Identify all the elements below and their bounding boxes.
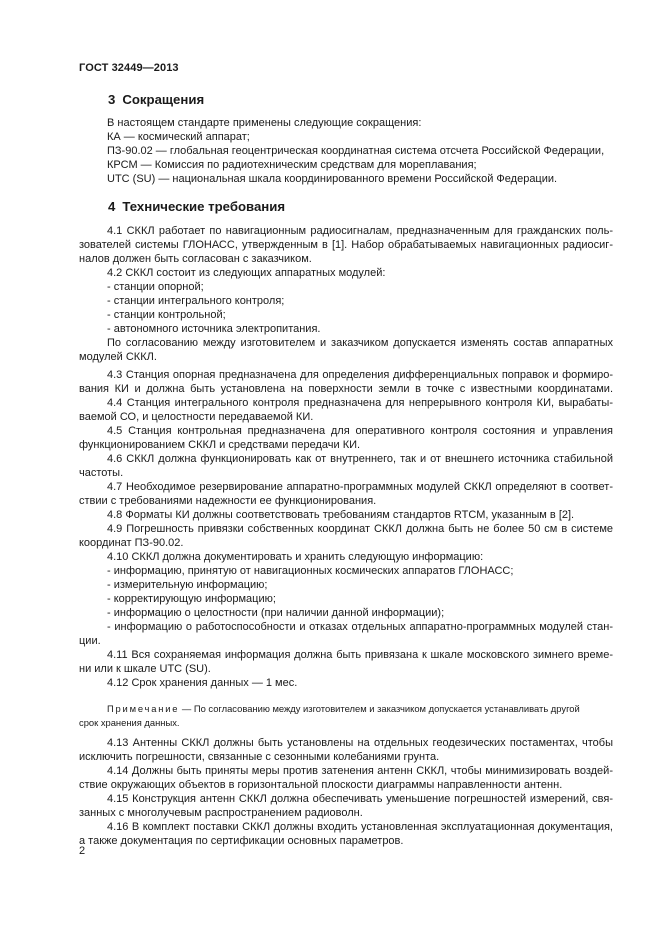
abbreviation-item: КА — космический аппарат;	[107, 131, 250, 143]
abbreviation-item: ПЗ-90.02 — глобальная геоцентрическая координатная система отсчета Российской Федерации,	[107, 145, 605, 157]
paragraph-line: 4.9 Погрешность привязки собственных координат СККЛ должна быть не более 50 см в системе	[107, 523, 613, 535]
note-text: — По согласованию между изготовителем и заказчиком допускается устанавливать другой	[179, 703, 580, 714]
paragraph-line: 4.3 Станция опорная предназначена для определения дифференциальных поправок и формиро-	[107, 369, 613, 381]
section-number: 4	[108, 199, 116, 214]
note-line	[107, 702, 641, 715]
section-3-heading	[108, 92, 204, 107]
paragraph-line: частоты.	[79, 467, 124, 479]
paragraph-line: По согласованию между изготовителем и заказчиком допускается изменять состав аппаратных	[107, 337, 613, 349]
paragraph-line: ствии с требованиями надежности ее функционирования.	[79, 495, 377, 507]
paragraph-line: вания КИ и должна быть установлена на поверхности земли в точке с известными координатами.	[79, 383, 613, 395]
paragraph-line: 4.11 Вся сохраняемая информация должна быть привязана к шкале московского зимнего време-	[107, 649, 613, 661]
abbreviation-item: UTC (SU) — национальная шкала координированного времени Российской Федерации.	[107, 173, 558, 185]
list-item: - автономного источника электропитания.	[107, 323, 321, 335]
paragraph-line: модулей СККЛ.	[79, 351, 157, 363]
paragraph-line: 4.5 Станция контрольная предназначена для оперативного контроля состояния и управления	[107, 425, 613, 437]
paragraph-line: 4.2 СККЛ состоит из следующих аппаратных модулей:	[107, 267, 386, 279]
list-item: - станции контрольной;	[107, 309, 226, 321]
document-header: ГОСТ 32449—2013	[79, 62, 179, 74]
paragraph-line: 4.6 СККЛ должна функционировать как от внутреннего, так и от внешнего источника стабильной	[107, 453, 613, 465]
paragraph-line: занных с многолучевым распространением радиоволн.	[79, 807, 363, 819]
paragraph-line: ции.	[79, 635, 101, 647]
list-item: - станции опорной;	[107, 281, 204, 293]
paragraph-line: 4.16 В комплект поставки СККЛ должны входить установленная эксплуатационная документация,	[107, 821, 613, 833]
paragraph-line: а также документация по сертификации основных параметров.	[79, 835, 404, 847]
list-item: - измерительную информацию;	[107, 579, 268, 591]
abbreviation-item: КРСМ — Комиссия по радиотехническим средствам для мореплавания;	[107, 159, 477, 171]
paragraph-line: исключить погрешности, связанные с сезонными колебаниями грунта.	[79, 751, 440, 763]
paragraph-line: 4.8 Форматы КИ должны соответствовать требованиям стандартов RTCM, указанным в [2].	[107, 509, 575, 521]
paragraph-line: координат ПЗ-90.02.	[79, 537, 184, 549]
note-line: срок хранения данных.	[79, 717, 180, 728]
paragraph-line: 4.4 Станция интегрального контроля предназначена для непрерывного контроля КИ, вырабаты-	[107, 397, 613, 409]
list-item: - информацию о работоспособности и отказах отдельных аппаратно-программных модулей стан-	[107, 621, 613, 633]
paragraph-line: 4.14 Должны быть приняты меры против затенения антенн СККЛ, чтобы минимизировать воздей-	[107, 765, 613, 777]
paragraph-line: 4.15 Конструкция антенн СККЛ должна обеспечивать уменьшение погрешностей измерений, свя-	[107, 793, 613, 805]
paragraph-line: 4.7 Необходимое резервирование аппаратно-программных модулей СККЛ определяют в соответ-	[107, 481, 613, 493]
paragraph-line: ни или к шкале UTC (SU).	[79, 663, 211, 675]
paragraph-line: налов должен быть согласован с заказчиком.	[79, 253, 312, 265]
paragraph-line: В настоящем стандарте применены следующие сокращения:	[107, 117, 422, 129]
paragraph-line: ваемой СО, и целостности передаваемой КИ.	[79, 411, 314, 423]
list-item: - информацию, принятую от навигационных космических аппаратов ГЛОНАСС;	[107, 565, 514, 577]
page-number: 2	[79, 845, 86, 857]
section-4-heading	[108, 199, 285, 214]
paragraph-line: 4.10 СККЛ должна документировать и хранить следующую информацию:	[107, 551, 484, 563]
note-label: Примечание	[107, 703, 180, 714]
paragraph-line: 4.1 СККЛ работает по навигационным радиосигналам, предназначенным для гражданских поль-	[107, 225, 613, 237]
section-title: Технические требования	[122, 199, 286, 214]
paragraph-line: 4.12 Срок хранения данных — 1 мес.	[107, 677, 298, 689]
paragraph-line: зователей системы ГЛОНАСС, утвержденным в [1]. Набор обрабатываемых навигационных радиосиг-	[79, 239, 613, 251]
list-item: - корректирующую информацию;	[107, 593, 276, 605]
section-number: 3	[108, 92, 116, 107]
list-item: - информацию о целостности (при наличии данной информации);	[107, 607, 445, 619]
paragraph-line: функционированием СККЛ и средствами передачи КИ.	[79, 439, 361, 451]
section-title: Сокращения	[122, 92, 205, 107]
list-item: - станции интегрального контроля;	[107, 295, 285, 307]
paragraph-line: 4.13 Антенны СККЛ должны быть установлены на отдельных геодезических постаментах, чтобы	[107, 737, 613, 749]
paragraph-line: ствие окружающих объектов в горизонтальной плоскости диаграммы направленности антенн.	[79, 779, 563, 791]
